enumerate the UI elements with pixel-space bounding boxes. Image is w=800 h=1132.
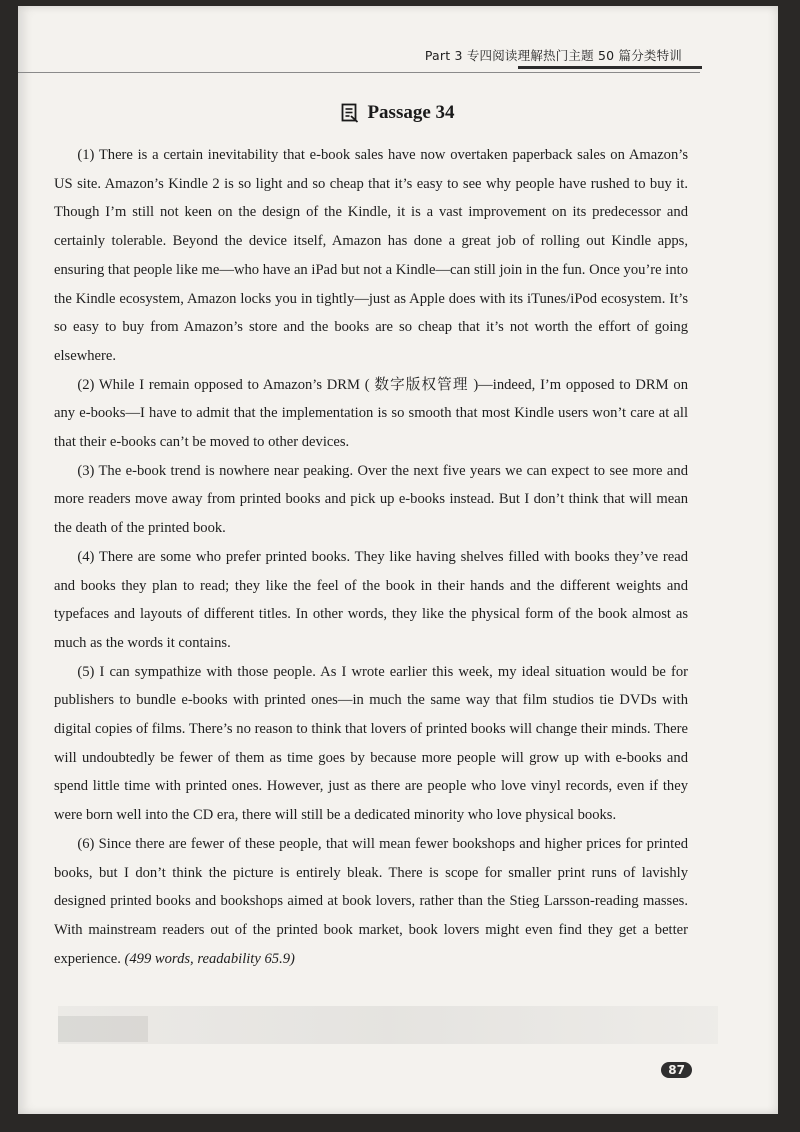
word-count-readability: (499 words, readability 65.9) [124,950,295,967]
running-head: Part 3 专四阅读理解热门主题 50 篇分类特训 [424,48,682,63]
header-rule-thick [518,66,702,69]
paragraph: (3) The e-book trend is nowhere near peaking. Over the next five years we can expect to see more and more readers move away from printed books and pick up e-books instead. But I don’t think that will mean the death of the printed book. [54,462,688,537]
paragraph: (5) I can sympathize with those people. As I wrote earlier this week, my ideal situation would be for publishers to bundle e-books with printed ones—in much the same way that film studios tie DVDs with digital copies of films. There’s no reason to think that lovers of printed books will change their minds. There will undoubtedly be fewer of them as time goes by because more people will grow up with e-books and spend little time with printed ones. However, just as there are people who love vinyl records, even if they were born well into the CD era, there will still be a dedicated minority who love physical books. [54,663,688,824]
passage-title: Passage 34 [367,102,455,123]
passage-heading [18,102,778,124]
paragraph: (2) While I remain opposed to Amazon’s DRM ( 数字版权管理 )—indeed, I’m opposed to DRM on any e-books—I have to admit that the implementation is so smooth that most Kindle users won’t care at all that their e-books can’t be moved to other devices. [54,376,688,451]
passage-body [54,141,688,973]
paragraph: (6) Since there are fewer of these people, that will mean fewer bookshops and higher prices for printed books, but I don’t think the picture is entirely bleak. There is scope for smaller print runs of lavishly designed printed books and bookshops aimed at book lovers, rather than the Stieg Larsson-reading masses. With mainstream readers out of the printed book market, book lovers might even find they get a better experience. [54,835,688,967]
show-through-shadow [58,1006,718,1044]
show-through-block [58,1016,148,1042]
paragraph: (1) There is a certain inevitability that e-book sales have now overtaken paperback sales on Amazon’s US site. Amazon’s Kindle 2 is so light and so cheap that it’s easy to see why people have rushed to buy it. Though I’m still not keen on the design of the Kindle, it is a vast improvement on its predecessor and certainly tolerable. Beyond the device itself, Amazon has done a great job of rolling out Kindle apps, ensuring that people like me—who have an iPad but not a Kindle—can still join in the fun. Once you’re into the Kindle ecosystem, Amazon locks you in tightly—just as Apple does with its iTunes/iPod ecosystem. It’s so easy to buy from Amazon’s store and the books are so cheap that it’s not worth the effort of going elsewhere. [54,147,688,364]
page-number-badge: 87 [661,1062,692,1078]
header-rule-thin [18,72,700,73]
paragraph: (4) There are some who prefer printed books. They like having shelves filled with books they’ve read and books they plan to read; they like the feel of the book in their hands and the different weights and typefaces and layouts of different titles. In other words, they like the physical form of the book almost as much as the words it contains. [54,548,688,651]
paragraph-last [54,830,688,974]
book-page [18,6,778,1114]
passage-document-icon [341,103,359,123]
